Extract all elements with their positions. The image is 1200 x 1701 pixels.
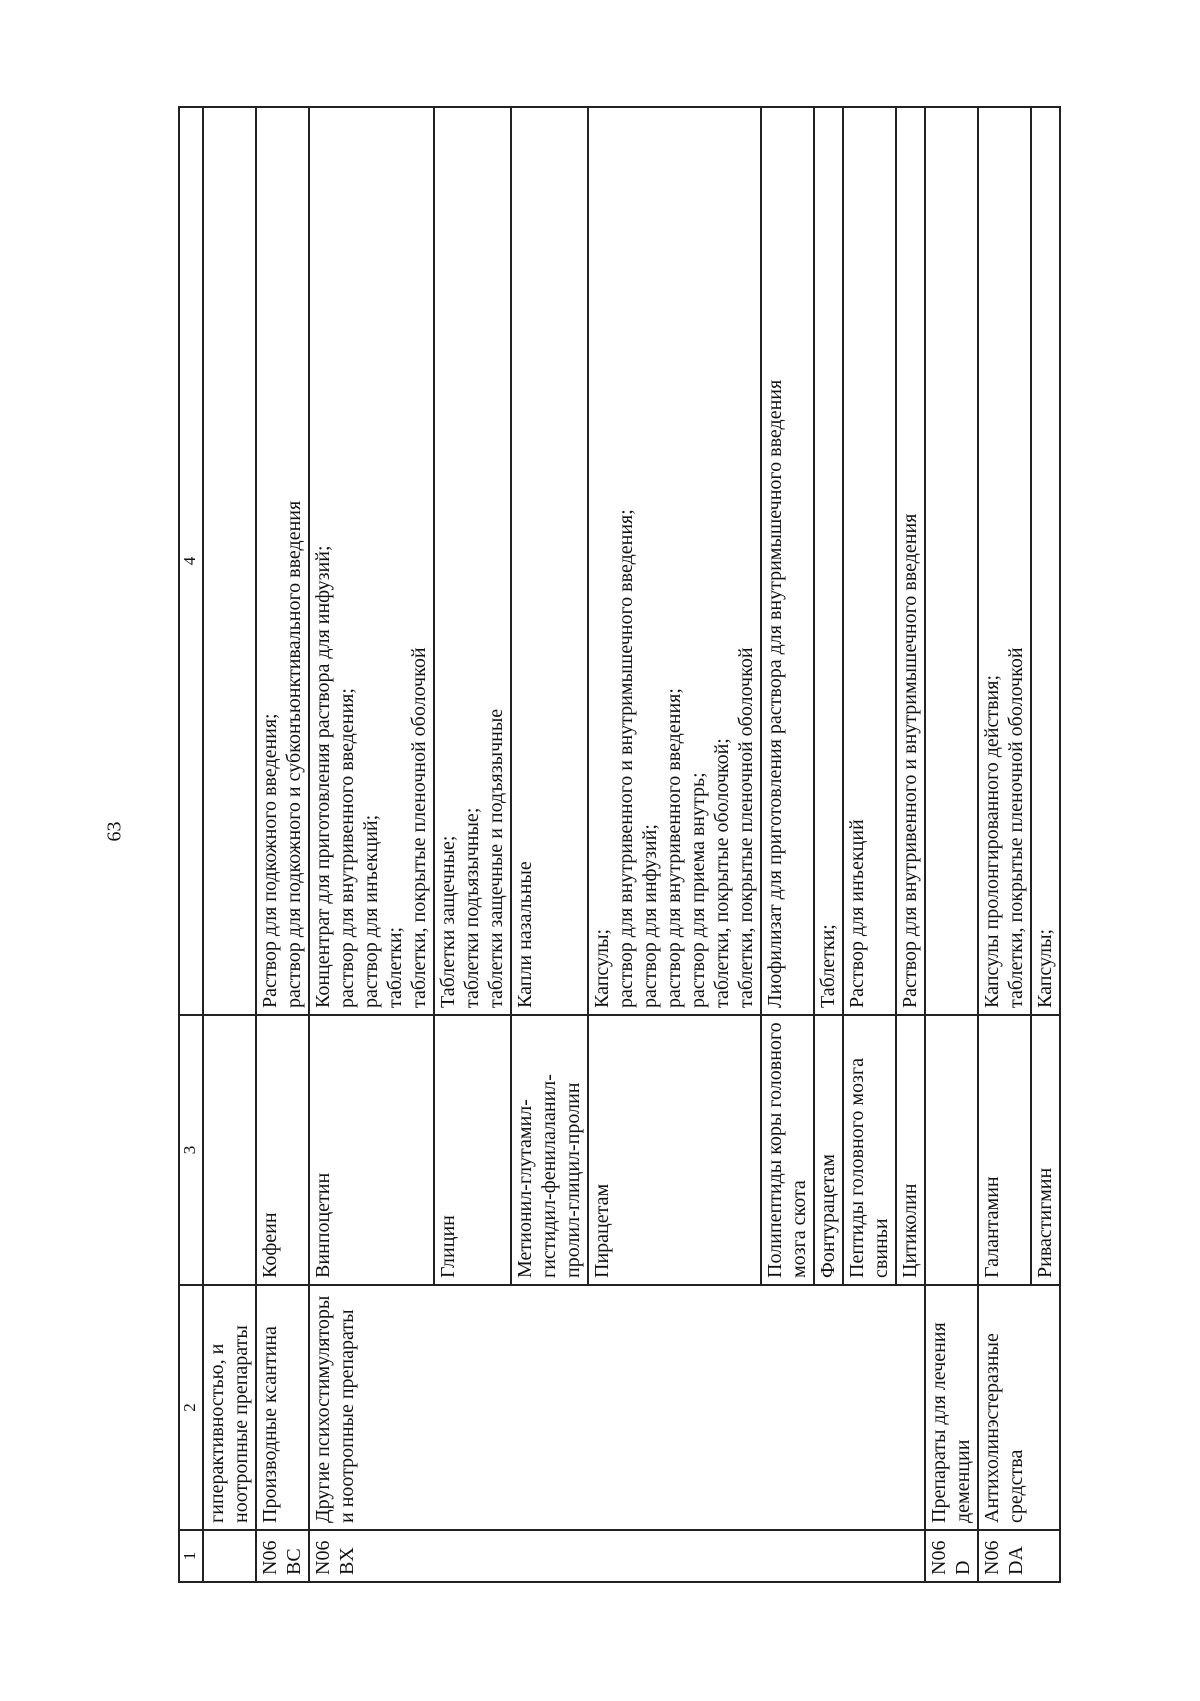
dosage-form-line: Капли назальные [514, 861, 536, 1008]
dosage-form-line: таблетки, покрытые пленочной оболочкой [1005, 647, 1027, 1008]
group-name: Антихолинэстеразные средства [978, 1285, 1060, 1530]
dosage-form-line: раствор для подкожного и субконъюнктивального введения [283, 500, 305, 1008]
header-cell-1: 1 [179, 1530, 203, 1582]
dosage-form-line: Капсулы; [1034, 928, 1056, 1008]
dosage-form-line: Таблетки; [817, 924, 839, 1008]
drug-name: Метионил-глутамил-гистидил-фенилаланил-пролил-глицил-пролин [511, 1015, 588, 1285]
dosage-form-line: раствор для внутривенного введения; [663, 688, 685, 1008]
dosage-form-line: таблетки, покрытые пленочной оболочкой [408, 647, 430, 1008]
group-name: Другие психостимуляторы и ноотропные препараты [309, 1285, 925, 1530]
dosage-forms [203, 107, 256, 1015]
dosage-forms [434, 107, 511, 1015]
table-row [256, 107, 309, 1582]
drug-name: Кофеин [256, 1015, 309, 1285]
dosage-form-line: раствор для инфузий; [639, 824, 661, 1008]
dosage-form-line: раствор для внутривенного введения; [336, 688, 358, 1008]
atc-code: N06DA [978, 1530, 1060, 1582]
drug-name: Ривастигмин [1031, 1015, 1060, 1285]
dosage-form-line: таблетки, покрытые пленочной оболочкой [735, 647, 757, 1008]
dosage-forms [925, 107, 978, 1015]
drug-name: Глицин [434, 1015, 511, 1285]
dosage-form-line: Лиофилизат для приготовления раствора для внутримышечного введения [764, 379, 786, 1008]
dosage-forms [309, 107, 434, 1015]
atc-code: N06BX [309, 1530, 925, 1582]
dosage-form-line: таблетки; [384, 926, 406, 1008]
table-row [925, 107, 978, 1582]
dosage-form-line: Раствор для инъекций [846, 819, 868, 1008]
header-cell-2: 2 [179, 1285, 203, 1530]
dosage-forms [588, 107, 761, 1015]
drug-name [203, 1015, 256, 1285]
dosage-form-line: Таблетки защечные; [437, 835, 459, 1008]
dosage-forms [1031, 107, 1060, 1015]
table-row [203, 107, 256, 1582]
rotated-table-container [178, 108, 1104, 1583]
dosage-forms [843, 107, 896, 1015]
table-header-row [179, 107, 203, 1582]
dosage-form-line: Раствор для внутривенного и внутримышечного введения [899, 513, 921, 1008]
dosage-form-line: раствор для внутривенного и внутримышечного введения; [615, 509, 637, 1008]
dosage-forms [511, 107, 588, 1015]
dosage-form-line: Раствор для подкожного введения; [259, 713, 281, 1008]
header-cell-4: 4 [179, 107, 203, 1015]
dosage-form-line: Капсулы пролонгированного действия; [981, 674, 1003, 1008]
dosage-form-line: Концентрат для приготовления раствора для инфузий; [312, 545, 334, 1008]
dosage-forms [814, 107, 843, 1015]
drug-table [178, 106, 1061, 1583]
table-row [978, 107, 1031, 1582]
group-name: Производные ксантина [256, 1285, 309, 1530]
atc-code: N06D [925, 1530, 978, 1582]
dosage-form-line: Капсулы; [591, 928, 613, 1008]
dosage-forms [896, 107, 925, 1015]
dosage-form-line: раствор для инъекций; [360, 814, 382, 1008]
drug-name: Полипептиды коры головного мозга скота [761, 1015, 814, 1285]
dosage-forms [256, 107, 309, 1015]
page-number: 63 [103, 821, 126, 842]
group-name: Препараты для лечения деменции [925, 1285, 978, 1530]
drug-name: Цитиколин [896, 1015, 925, 1285]
drug-name: Пептиды головного мозга свиньи [843, 1015, 896, 1285]
drug-name: Пирацетам [588, 1015, 761, 1285]
dosage-form-line: таблетки защечные и подъязычные [485, 708, 507, 1008]
dosage-forms [761, 107, 814, 1015]
drug-name: Винпоцетин [309, 1015, 434, 1285]
drug-name: Галантамин [978, 1015, 1031, 1285]
table-row [309, 107, 434, 1582]
dosage-form-line: таблетки подъязычные; [461, 807, 483, 1008]
dosage-form-line: раствор для приема внутрь; [687, 772, 709, 1008]
group-name: гиперактивностью, и ноотропные препараты [203, 1285, 256, 1530]
atc-code: N06BC [256, 1530, 309, 1582]
dosage-forms [978, 107, 1031, 1015]
drug-name: Фонтурацетам [814, 1015, 843, 1285]
atc-code [203, 1530, 256, 1582]
drug-name [925, 1015, 978, 1285]
header-cell-3: 3 [179, 1015, 203, 1285]
dosage-form-line: таблетки, покрытые оболочкой; [711, 738, 733, 1008]
